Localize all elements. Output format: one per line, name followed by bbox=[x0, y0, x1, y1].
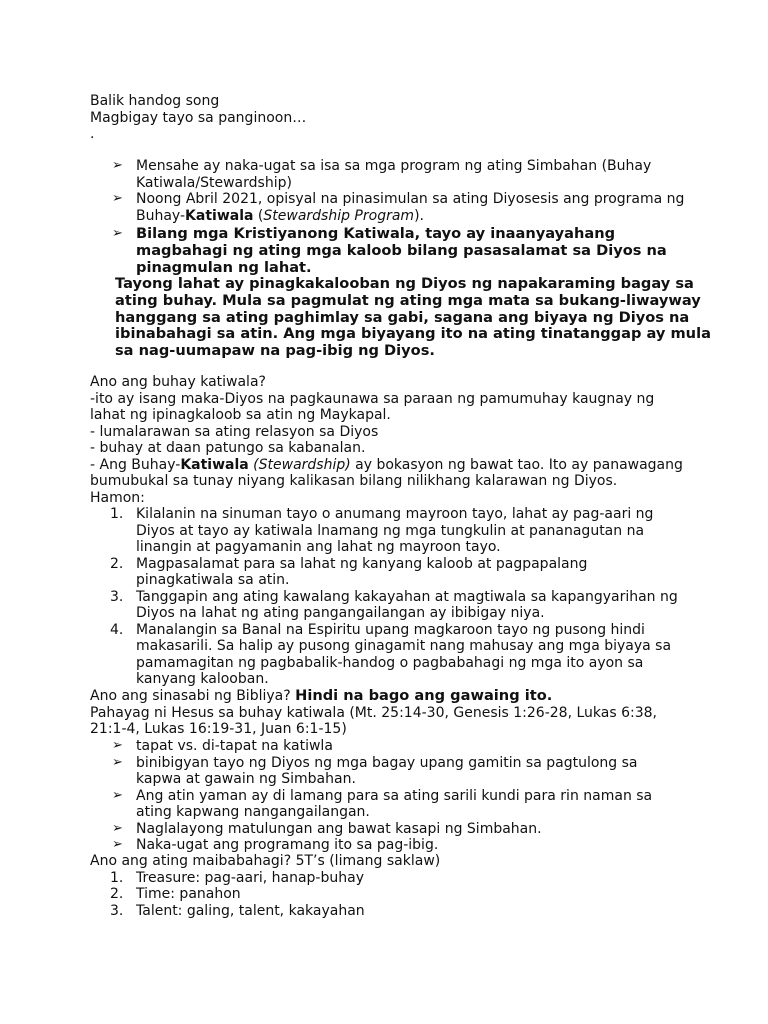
list-item: 3. Talent: galing, talent, kakayahan bbox=[110, 902, 365, 919]
section-5ts bbox=[90, 853, 698, 919]
song-subtitle: Magbigay tayo sa panginoon… bbox=[90, 109, 307, 126]
bold-paragraph: Tayong lahat ay pinagkakalooban ng Diyos ng napakaraming bagay sa ating buhay. Mula sa pagmulat ng ating mga mata sa bukang-liwayway hanggang sa ating paghimlay sa gabi, sagana ang biyaya ng Diyos na ibinabahagi sa atin. Ang mga biyayang ito na ating tinatanggap ay mula sa nag-uumapaw na pag-ibig ng Diyos. bbox=[115, 275, 711, 360]
arrow-bullet-icon: ➢ bbox=[112, 787, 123, 803]
list-item: ➢ Bilang mga Kristiyanong Katiwala, tayo ay inaanyayahang magbahagi ng ating mga kaloob bilang pasasalamat sa Diyos na pinagmulan ng lahat. bbox=[112, 225, 667, 276]
hamon-list bbox=[90, 506, 698, 688]
section-question: Ano ang ating maibabahagi? 5T’s (limang saklaw) bbox=[90, 853, 441, 869]
document-header bbox=[90, 93, 698, 143]
list-item: ➢ Mensahe ay naka-ugat sa isa sa mga program ng ating Simbahan (Buhay Katiwala/Stewardship) bbox=[112, 158, 652, 191]
list-item: 2. Time: panahon bbox=[110, 886, 241, 902]
list-item: ➢ Ang atin yaman ay di lamang para sa ating sarili kundi para rin naman sa ating kapwang nangangailangan. bbox=[112, 787, 653, 820]
section-question: Ano ang sinasabi ng Bibliya? bbox=[90, 688, 296, 704]
list-item: 2. Magpasalamat para sa lahat ng kanyang kaloob at pagpapalang pinagkatiwala sa atin. bbox=[110, 555, 588, 588]
arrow-bullet-icon: ➢ bbox=[112, 837, 123, 852]
arrow-bullet-icon: ➢ bbox=[112, 226, 123, 241]
list-item: ➢ Naglalayong matulungan ang bawat kasapi ng Simbahan. bbox=[112, 820, 542, 837]
list-item: 3. Tanggapin ang ating kawalang kakayahan at magtiwala sa kapangyarihan ng Diyos na lahat ng ating pangangailangan ay ibibigay niya. bbox=[110, 588, 678, 621]
arrow-bullet-icon: ➢ bbox=[112, 191, 123, 206]
hamon-heading: Hamon: bbox=[90, 489, 145, 506]
list-item: 1. Kilalanin na sinuman tayo o anumang mayroon tayo, lahat ay pag-aari ng Diyos at tayo ay katiwala lnamang ng mga tungkulin at pananagutan na linangin at pagyamanin ang lahat ng mayroon tayo. bbox=[110, 506, 654, 555]
dot-line: . bbox=[90, 126, 95, 142]
list-item: ➢ Naka-ugat ang programang ito sa pag-ibig. bbox=[112, 837, 439, 853]
section-bibliya: Ano ang sinasabi ng Bibliya? Hindi na bago ang gawaing ito. Pahayag ni Hesus sa buhay katiwala (Mt. 25:14-30, Genesis 1:26-28, Lukas 6:38, 21:1-4, Lukas 16:19-31, Juan 6:1-15) bbox=[90, 687, 657, 738]
list-item: 1. Treasure: pag-aari, hanap-buhay bbox=[110, 869, 364, 886]
arrow-bullet-icon: ➢ bbox=[112, 158, 123, 173]
list-item: ➢ Noong Abril 2021, opisyal na pinasimulan sa ating Diyosesis ang programa ng Buhay-Katiwala (Stewardship Program). bbox=[112, 191, 685, 224]
intro-bullet-list bbox=[90, 158, 698, 276]
list-item: ➢ binibigyan tayo ng Diyos ng mga bagay upang gamitin sa pagtulong sa kapwa at gawain ng Simbahan. bbox=[112, 754, 638, 787]
section-question: Ano ang buhay katiwala? bbox=[90, 374, 266, 390]
list-item: ➢ tapat vs. di-tapat na katiwla bbox=[112, 738, 333, 754]
arrow-bullet-icon: ➢ bbox=[112, 738, 123, 753]
arrow-bullet-icon: ➢ bbox=[112, 820, 123, 836]
bibliya-bullet-list bbox=[90, 738, 698, 854]
section-buhay-katiwala: Ano ang buhay katiwala? -ito ay isang maka-Diyos na pagkaunawa sa paraan ng pamumuhay kaugnay ng lahat ng ipinagkaloob sa atin ng Maykapal. - lumalarawan sa ating relasyon sa Diyos - buhay at daan patungo sa kabanalan. - Ang Buhay-Katiwala (Stewardship) ay bokasyon ng bawat tao. Ito ay panawagang bumubukal sa tunay niyang kalikasan bilang nilikhang kalarawan ng Diyos. Hamon: bbox=[90, 374, 698, 506]
song-title: Balik handog song bbox=[90, 93, 220, 109]
list-item: 4. Manalangin sa Banal na Espiritu upang magkaroon tayo ng pusong hindi makasarili. Sa halip ay pusong ginagamit nang mahusay ang mga biyaya sa pamamagitan ng pagbabalik-handog o pagbabahagi ng mga ito ayon sa kanyang kalooban. bbox=[110, 621, 672, 687]
arrow-bullet-icon: ➢ bbox=[112, 754, 123, 770]
